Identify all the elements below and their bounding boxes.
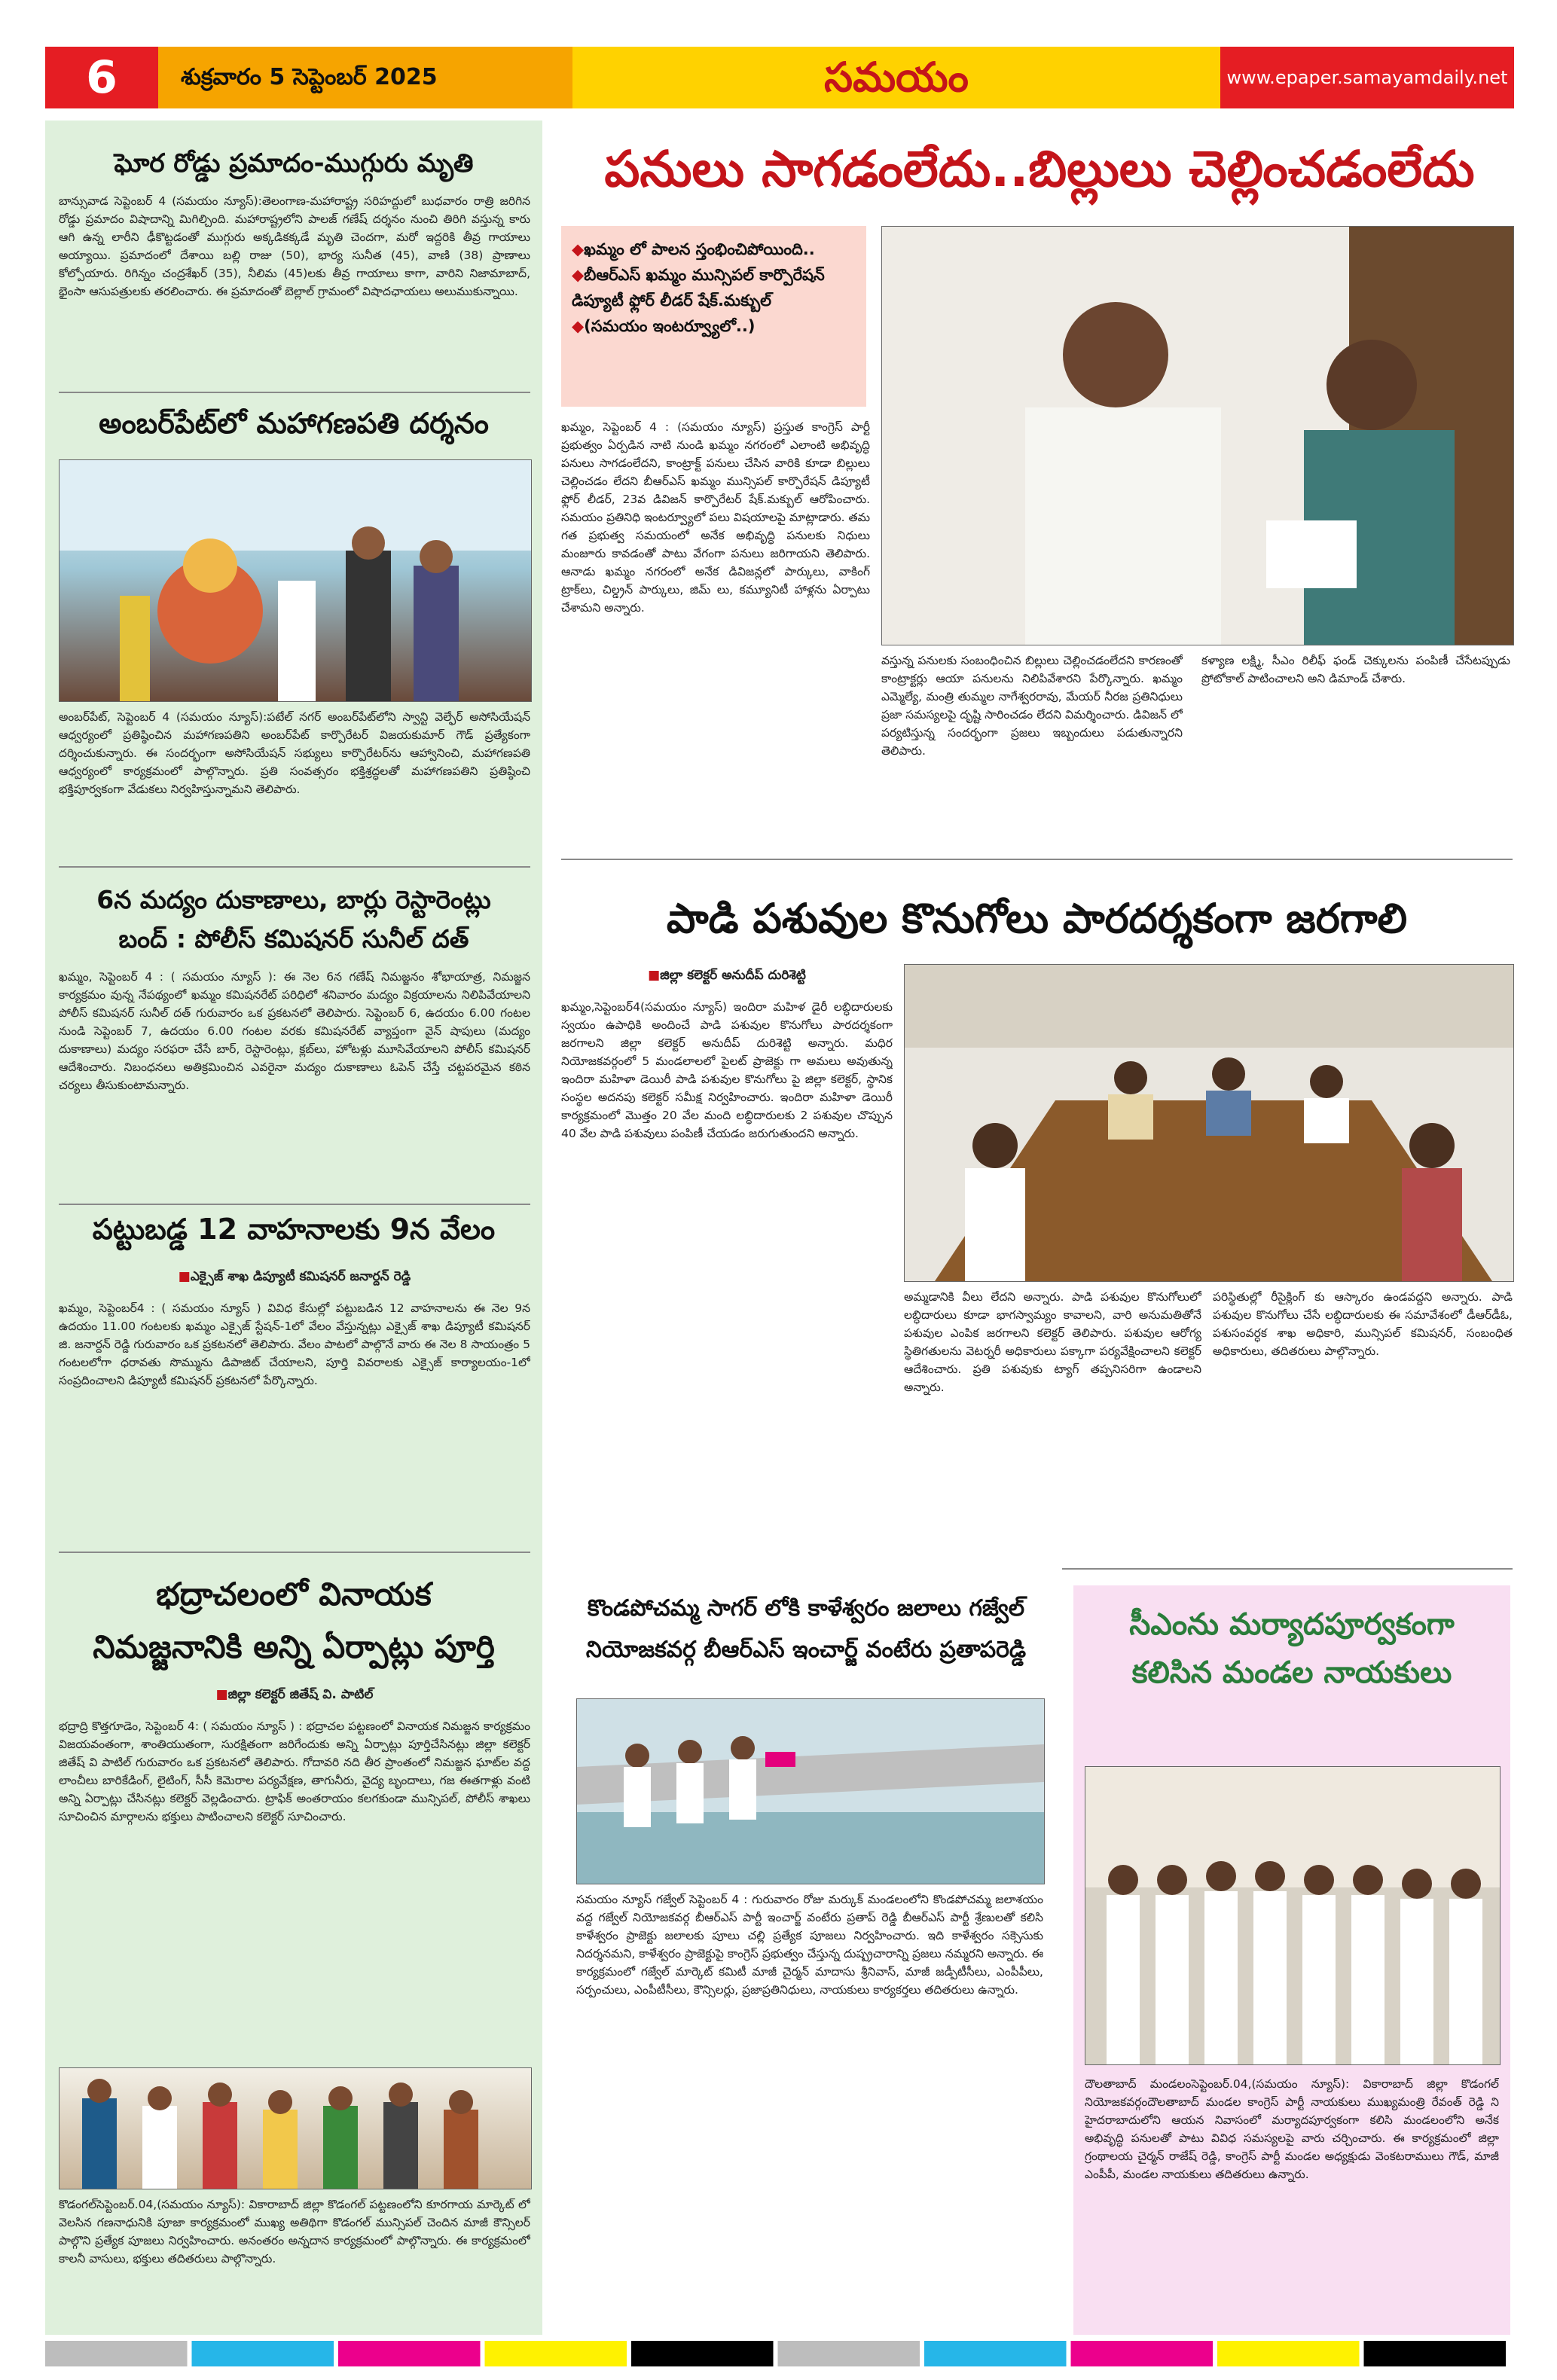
- lead-highlights-box: [561, 226, 866, 407]
- colorbar-swatch: [45, 2341, 188, 2366]
- lead-highlight-1: ◆ ఖమ్మం లో పాలన స్తంభించిపోయింది..: [572, 236, 856, 262]
- story5-headline-line2: నిమజ్జనానికి అన్ని ఏర్పాట్లు పూర్తి: [93, 1628, 495, 1665]
- dairy-headline: పాడి పశువుల కొనుగోలు పారదర్శకంగా జరగాలి: [666, 895, 1408, 942]
- reservoir-photo-illustration: [577, 1699, 1044, 1884]
- dairy-body-col2: అమ్మడానికి వీలు లేదని అన్నారు. పాడి పశువుల కొనుగోలులో లబ్ధిదారులు కూడా భాగస్వామ్యం కావాలని, వారి అనుమతితోనే పశువుల ఎంపిక జరగాలని కలెక్టర్ తెలిపారు. పశువుల ఆరోగ్య స్థితిగతులను వెటర్నరీ అధికారులు పక్కాగా పర్యవేక్షించాలని కలెక్టర్ ఆదేశించారు. ప్రతి పశువుకు ట్యాగ్ తప్పనిసరిగా ఉండాలని అన్నారు.: [904, 1290, 1201, 1394]
- colorbar-swatch: [631, 2341, 774, 2366]
- colorbar-swatch: [924, 2341, 1067, 2366]
- divider: [59, 392, 530, 393]
- kodangal-photo: [59, 2067, 532, 2189]
- story4-headline: పట్టుబడ్డ 12 వాహనాలకు 9న వేలం: [92, 1213, 496, 1246]
- colorbar-swatch: [485, 2341, 627, 2366]
- story6-body: కొడంగల్‌సెప్టెంబర్.04,(సమయం న్యూస్): వికారాబాద్ జిల్లా కొడంగల్ పట్టణంలోని కూరగాయ మార్కెట్ లో వెలసిన గణనాధునికి పూజా కార్యక్రమంలో ముఖ్య అతిథిగా కొడంగల్ మున్సిపల్ చెందిన మాజీ కౌన్సిలర్ పాల్గొని ప్రత్యేక పూజలు నిర్వహించారు. అనంతరం అన్నదాన కార్యక్రమంలో పాల్గొన్నారు. ఈ కార్యక్రమంలో కాలనీ వాసులు, భక్తులు తదితరులు పాల్గొన్నారు.: [59, 2198, 530, 2266]
- dairy-body-col3: పరిస్థితుల్లో రీసైక్లింగ్ కు ఆస్కారం ఉండవద్దని అన్నారు. పాడి పశువుల కొనుగోలు చేసే లబ్ధిదారులకు ఈ సమావేశంలో డీఆర్‌డీఓ, పశుసంవర్ధక శాఖ అధికారి, మున్సిపల్ కమిషనర్, సంబంధిత అధికారులు, తదితరులు పాల్గొన్నారు.: [1213, 1290, 1513, 1358]
- meeting-photo: [904, 964, 1514, 1282]
- newspaper-logo: సమయం: [824, 53, 969, 101]
- site-url[interactable]: www.epaper.samayamdaily.net: [1220, 47, 1514, 108]
- lead-headline: పనులు సాగడంలేదు..బిల్లులు చెల్లించడంలేదు: [604, 140, 1475, 198]
- story5-body: భద్రాద్రి కొత్తగూడెం, సెప్టెంబర్ 4: ( సమయం న్యూస్ ) : భద్రాచల పట్టణంలో వినాయక నిమజ్జన కార్యక్రమం విజయవంతంగా, శాంతియుతంగా, సురక్షితంగా జరిగేందుకు అన్ని ఏర్పాట్లు పూర్తిచేసినట్లు జిల్లా కలెక్టర్ జితేష్ వి పాటిల్ గురువారం ఒక ప్రకటనలో తెలిపారు. గోదావరి నది తీర ప్రాంతంలో నిమజ్జన ఘాట్‌ల వద్ద లాంచీలు బారికేడింగ్, లైటింగ్, సీసీ కెమెరాల పర్యవేక్షణ, తాగునీరు, వైద్య బృందాలు, గజ ఈతగాళ్లు వంటి అన్ని ఏర్పాట్లు చేసినట్లు కలెక్టర్ వెల్లడించారు. ట్రాఫిక్ అంతరాయం కలగకుండా మున్సిపల్, పోలీస్ శాఖలు సూచించిన మార్గాలను భక్తులు పాటించాలని కలెక్టర్ సూచించారు.: [59, 1719, 530, 1823]
- story2-body: అంబర్‌పేట్, సెప్టెంబర్ 4 (సమయం న్యూస్):పటేల్ నగర్ అంబర్‌పేట్‌లోని స్వాన్టి వెల్ఫేర్ అసోసియేషన్ ఆధ్వర్యంలో ప్రతిష్ఠించిన మహాగణపతిని అంబర్‌పేట్ కార్పొరేటర్ విజయకుమార్ గౌడ్ ప్రత్యేకంగా దర్శించుకున్నారు. ఈ సందర్భంగా అసోసియేషన్ సభ్యులు కార్పొరేటర్‌ను ఆహ్వానించి, మహాగణపతి ఆధ్వర్యంలో కార్యక్రమంలో పాల్గొన్నారు. ప్రతి సంవత్సరం భక్తిశ్రద్ధలతో మహాగణపతిని ప్రతిష్ఠించి భక్తిపూర్వకంగా వేడుకలు నిర్వహిస్తున్నామని తెలిపారు.: [59, 710, 530, 796]
- dairy-byline: ■ జిల్లా కలెక్టర్ అనుదీప్ దురిశెట్టి: [561, 968, 893, 986]
- kaleshwaram-headline-line1: కొండపోచమ్మ సాగర్ లోకి కాళేశ్వరం జలాలు గజ్వేల్: [587, 1595, 1025, 1622]
- lead-highlight-2: ◆ బీఆర్ఎస్ ఖమ్మం మున్సిపల్ కార్పొరేషన్ డిప్యూటీ ఫ్లోర్ లీడర్ షేక్.మక్బుల్: [572, 262, 856, 313]
- lead-body-col2: వస్తున్న పనులకు సంబంధించిన బిల్లులు చెల్లించడంలేదని కారణంతో కాంట్రాక్టర్లు ఆయా పనులను నిలిపివేశారని పేర్కొన్నారు. ఖమ్మం ఎమ్మెల్యే, మంత్రి తుమ్మల నాగేశ్వరరావు, మేయర్ నీరజ ప్రతినిధులు ప్రజా సమస్యలపై దృష్టి సారించడం లేదని విమర్శించారు. డివిజన్ లో పర్యటిస్తున్న సందర్భంగా ప్రజలు ఇబ్బందులు పడుతున్నారని తెలిపారు.: [881, 654, 1183, 758]
- kaleshwaram-headline-line2: నియోజకవర్గ బీఆర్ఎస్ ఇంచార్జ్ వంటేరు ప్రతాపరెడ్డి: [585, 1637, 1027, 1663]
- colorbar-swatch: [1071, 2341, 1214, 2366]
- dateline: శుక్రవారం 5 సెప్టెంబర్ 2025: [181, 64, 438, 90]
- cm-body: దౌలతాబాద్ మండలంసెప్టెంబర్.04,(సమయం న్యూస్): వికారాబాద్ జిల్లా కొడంగల్ నియోజకవర్గందౌలతాబాద్ మండల కాంగ్రెస్ పార్టీ నాయకులు ముఖ్యమంత్రి రేవంత్ రెడ్డి ని హైదరాబాదులోని ఆయన నివాసంలో మర్యాదపూర్వకంగా కలిసి మండలంలోని అనేక అభివృద్ధి పనులతో పాటు వివిధ సమస్యలపై వారు చర్చించారు. ఈ కార్యక్రమంలో జిల్లా గ్రంథాలయ చైర్మన్ రాజేష్ రెడ్డి, కాంగ్రెస్ పార్టీ మండల అధ్యక్షుడు వెంకటరాములు గౌడ్, మాజీ ఎంపీపీ, మండల నాయకులు తదితరులు ఉన్నారు.: [1085, 2077, 1499, 2181]
- story5-byline: ■ జిల్లా కలెక్టర్ జితేష్ వి. పాటిల్: [59, 1687, 530, 1705]
- ganesha-photo: [59, 459, 532, 702]
- cm-meeting-photo: [1085, 1766, 1501, 2065]
- story3-body: ఖమ్మం, సెప్టెంబర్ 4 : ( సమయం న్యూస్ ): ఈ నెల 6న గణేష్ నిమజ్జనం శోభాయాత్ర, నిమజ్జన కార్యక్రమం వున్న నేపథ్యంలో ఖమ్మం కమిషనరేట్ పరిధిలో శనివారం మద్యం విక్రయాలను నిలిపివేయాలని పోలీస్ కమిషనర్ సునీల్ దత్ గురువారం ఒక ప్రకటనలో తెలిపారు. సెప్టెంబర్ 6, ఉదయం 6.00 గంటల నుండి సెప్టెంబర్ 7, ఉదయం 6.00 గంటల వరకు కమిషనరేట్ వ్యాప్తంగా వైన్ షాపులు (మద్యం దుకాణాలు) మద్యం సరఫరా చేసే బార్, రెస్టారెంట్లు, క్లబ్‌లు, హోటళ్లు మూసివేయాలని పోలీస్ కమిషనర్ ఆదేశించారు. నిబంధనలు అతిక్రమించిన ఎవరైనా మద్యం దుకాణాలు ఓపెన్ చేస్తే చట్టపరమైన కఠిన చర్యలు తీసుకుంటామన్నారు.: [59, 970, 530, 1092]
- divider: [1062, 1568, 1513, 1570]
- interview-photo-illustration: [882, 227, 1513, 645]
- print-colorbar-swatches: [45, 2341, 1510, 2366]
- story3-headline-line2: బంద్ : పోలీస్ కమిషనర్ సునీల్ దత్: [118, 924, 469, 954]
- lead-highlight-3: ◆ (సమయం ఇంటర్వ్యూలో..): [572, 313, 856, 339]
- colorbar-swatch: [778, 2341, 920, 2366]
- reservoir-photo: [576, 1698, 1045, 1884]
- print-colorbar: [45, 2341, 1510, 2366]
- dairy-body-col1: ఖమ్మం,సెప్టెంబర్4(సమయం న్యూస్) ఇందిరా మహిళ డైరీ లబ్ధిదారులకు స్వయం ఉపాధికి అందించే పాడి పశువుల కొనుగోలు పారదర్శకంగా జరగాలని జిల్లా కలెక్టర్ అనుదీప్ దురిశెట్టి అన్నారు. మధిర నియోజకవర్గంలో 5 మండలాలలో పైలట్ ప్రాజెక్టు గా అమలు అవుతున్న ఇందిరా మహిళా డెయిరీ పాడి పశువుల కొనుగోలు పై జిల్లా కలెక్టర్, స్థానిక సంస్థల అదనపు కలెక్టర్ సమీక్ష నిర్వహించారు. ఇందిరా మహిళా డెయిరీ కార్యక్రమంలో మొత్తం 20 వేల మంది లబ్ధిదారులకు 2 పశువుల చొప్పున 40 వేల పాడి పశువులు పంపిణీ చేయడం జరుగుతుందని అన్నారు.: [561, 1000, 893, 1140]
- divider: [59, 866, 530, 868]
- divider: [561, 859, 1513, 860]
- story3-headline-line1: 6న మద్యం దుకాణాలు, బార్లు రెస్టారెంట్లు: [96, 885, 491, 914]
- divider: [59, 1552, 530, 1553]
- lead-body-col3: కళ్యాణ లక్ష్మి, సీఎం రిలీఫ్ ఫండ్ చెక్కులను పంపిణీ చేసేటప్పుడు ప్రోటోకాల్ పాటించాలని అని డిమాండ్ చేశారు.: [1201, 654, 1510, 685]
- colorbar-swatch: [1217, 2341, 1360, 2366]
- lead-body-col1: ఖమ్మం, సెప్టెంబర్ 4 : (సమయం న్యూస్) ప్రస్తుత కాంగ్రెస్ పార్టీ ప్రభుత్వం ఏర్పడిన నాటి నుండి ఖమ్మం నగరంలో ఎలాంటి అభివృద్ధి పనులు సాగడంలేదని, కాంట్రాక్ట్ పనులు చేసిన వారికి కూడా బిల్లులు చెల్లించడం లేదని బీఆర్ఎస్ ఖమ్మం మున్సిపల్ కార్పొరేషన్ డిప్యూటీ ఫ్లోర్ లీడర్, 23వ డివిజన్ కార్పొరేటర్ షేక్.మక్బుల్ ఆరోపించారు. సమయం ప్రతినిధి ఇంటర్వ్యూలో పలు విషయాలపై మాట్లాడారు. తమ గత ప్రభుత్వ సమయంలో అనేక అభివృద్ధి పనులకు నిధులు మంజూరు కావడంతో పాటు వేగంగా పనులు జరిగాయని తెలిపారు. ఆనాడు ఖమ్మం నగరంలో అనేక డివిజన్లలో పార్కులు, వాకింగ్ ట్రాక్‌లు, చిల్డ్రన్ పార్కులు, జిమ్ లు, కమ్యూనిటీ హాళ్లను ఏర్పాటు చేశామని అన్నారు.: [561, 420, 870, 615]
- divider: [59, 1204, 530, 1205]
- cm-headline-line2: కలిసిన మండల నాయకులు: [1131, 1655, 1452, 1690]
- story5-headline-line1: భద్రాచలంలో వినాయక: [156, 1576, 432, 1613]
- kodangal-photo-illustration: [60, 2068, 531, 2189]
- interview-photo: [881, 226, 1514, 645]
- story4-byline: ■ ఎక్సైజ్ శాఖ డిప్యూటీ కమిషనర్ జనార్దన్ రెడ్డి: [59, 1269, 530, 1287]
- story1-headline: ఘోర రోడ్డు ప్రమాదం-ముగ్గురు మృతి: [114, 148, 474, 178]
- meeting-photo-illustration: [905, 965, 1513, 1281]
- colorbar-swatch: [338, 2341, 481, 2366]
- kaleshwaram-body: సమయం న్యూస్ గజ్వేల్ సెప్టెంబర్ 4 : గురువారం రోజు మర్కుక్ మండలంలోని కొండపోచమ్మ జలాశయం వద్ద గజ్వేల్ నియోజకవర్గ బీఆర్ఎస్ పార్టీ ఇంచార్జ్ వంటేరు ప్రతాప్ రెడ్డి బీఆర్ఎస్ పార్టీ శ్రేణులతో కలిసి కాళేశ్వరం ప్రాజెక్టు జలాలకు పూలు చల్లి ప్రత్యేక పూజలు నిర్వహించారు. ఇది కాళేశ్వరం సక్సెసుకు నిదర్శనమని, కాళేశ్వరం ప్రాజెక్టుపై కాంగ్రెస్ ప్రభుత్వం చేస్తున్న దుష్ప్రచారాన్ని ప్రజలు నమ్మరని అన్నారు. ఈ కార్యక్రమంలో గజ్వేల్ మార్కెట్ కమిటీ మాజీ చైర్మన్ మాదాసు శ్రీనివాస్, మాజీ జడ్పీటీసీలు, ఎంపీపీలు, సర్పంచులు, ఎంపీటీసీలు, కౌన్సిలర్లు, ప్రజాప్రతినిధులు, నాయకులు కార్యకర్తలు తదితరులు ఉన్నారు.: [576, 1893, 1043, 1997]
- page-number: 6: [45, 47, 158, 108]
- ganesha-photo-illustration: [60, 460, 531, 701]
- colorbar-swatch: [192, 2341, 334, 2366]
- story1-body: బాన్సువాడ సెప్టెంబర్ 4 (సమయం న్యూస్):తెలంగాణ-మహారాష్ట్ర సరిహద్దులో బుధవారం రాత్రి జరిగిన రోడ్డు ప్రమాదం విషాదాన్ని మిగిల్చింది. మహారాష్ట్రలోని పాలజ్ గణేష్ దర్శనం నుంచి తిరిగి వస్తున్న కారు ఆగి ఉన్న లారీని ఢీకొట్టడంతో ముగ్గురు అక్కడికక్కడే మృతి చెందగా, మరో ఇద్దరికి తీవ్ర గాయాలు అయ్యాయి. ప్రమాదంలో దేశాయి బల్లి రాజు (50), భార్య సునీత (45), వాణి (38) ప్రాణాలు కోల్పోయారు. రిగిన్నం చంద్రశేఖర్ (35), నీలిమ (45)లకు తీవ్ర గాయాలు కాగా, వారిని నిజామాబాద్, భైంసా ఆసుపత్రులకు తరలించారు. ఈ ప్రమాదంతో బెల్లాల్ గ్రామంలో విషాదఛాయలు అలుముకున్నాయి.: [59, 194, 530, 298]
- cm-headline-line1: సీఎంను మర్యాదపూర్వకంగా: [1129, 1607, 1455, 1642]
- colorbar-swatch: [1364, 2341, 1507, 2366]
- cm-meeting-photo-illustration: [1085, 1767, 1500, 2064]
- story2-headline: అంబర్‌పేట్‌లో మహాగణపతి దర్శనం: [99, 407, 489, 440]
- story4-body: ఖమ్మం, సెప్టెంబర్4 : ( సమయం న్యూస్ ) వివిధ కేసుల్లో పట్టుబడిన 12 వాహనాలను ఈ నెల 9న ఉదయం 11.00 గంటలకు ఖమ్మం ఎక్సైజ్ స్టేషన్-1లో వేలం వేస్తున్నట్లు ఎక్సైజ్ శాఖ డిప్యూటీ కమిషనర్ జి. జనార్దన్ రెడ్డి గురువారం ఒక ప్రకటనలో తెలిపారు. వేలం పాటలో పాల్గొనే వారు ఈ నెల 8 సాయంత్రం 5 గంటలలోగా ధరావతు సొమ్మును డిపాజిట్ చేయాలని, పూర్తి వివరాలకు ఎక్సైజ్ కార్యాలయం-1లో సంప్రదించాలని డిప్యూటీ కమిషనర్ ప్రకటనలో పేర్కొన్నారు.: [59, 1301, 530, 1387]
